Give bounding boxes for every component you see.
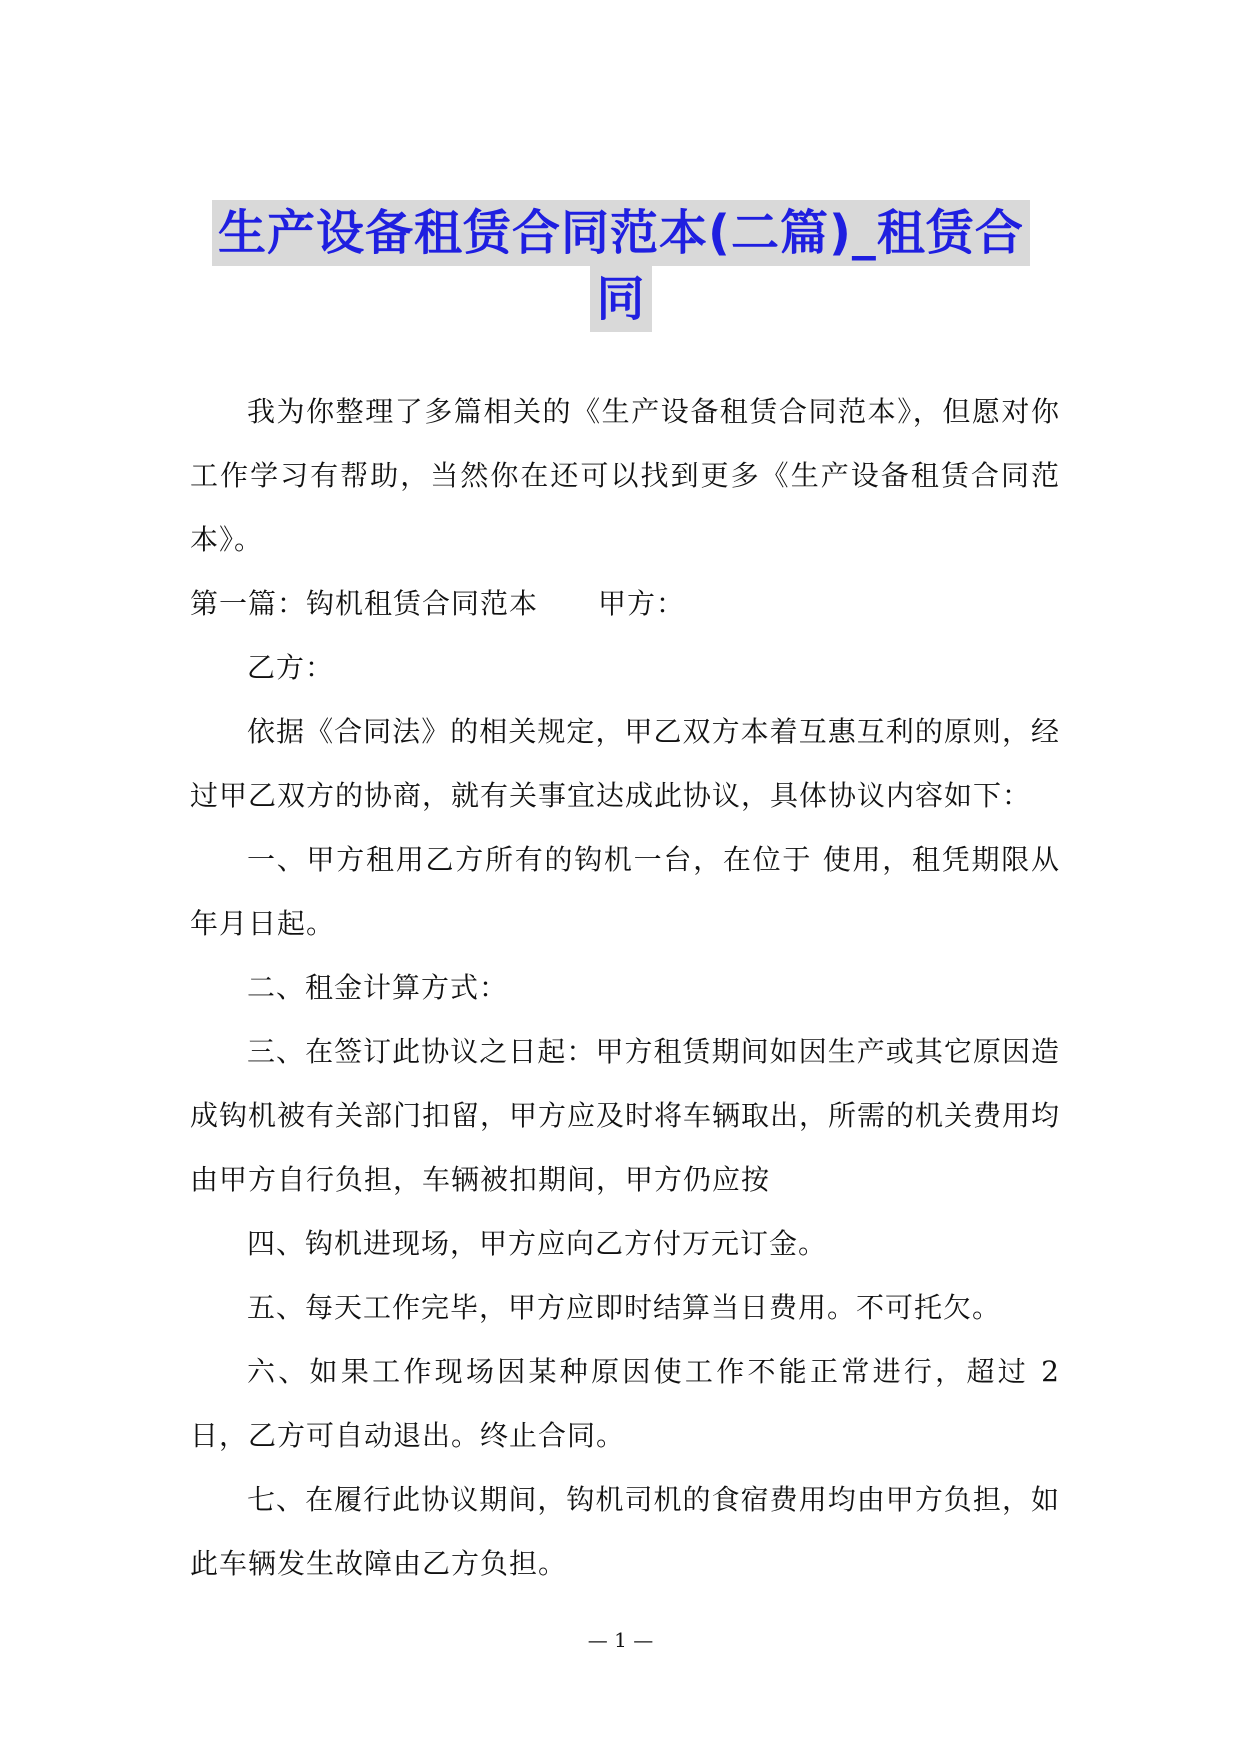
clause-5: 五、每天工作完毕，甲方应即时结算当日费用。不可托欠。 [247,1291,1002,1324]
party-b-label: 乙方： [247,651,335,684]
chapter-heading: 第一篇：钩机租赁合同范本 [190,587,539,620]
document-body [190,380,1060,1596]
page-number: — 1 — [587,1628,654,1652]
clause-6: 六、如果工作现场因某种原因使工作不能正常进行，超过 2 日，乙方可自动退出。终止合同。 [190,1355,1060,1452]
basis-paragraph: 依据《合同法》的相关规定，甲乙双方本着互惠互利的原则，经过甲乙双方的协商，就有关事宜达成此协议，具体协议内容如下： [190,715,1060,812]
chapter-heading-line [190,572,1060,636]
title-line-1: 生产设备租赁合同范本(二篇)_租赁合 [212,200,1030,266]
title-line-2: 同 [590,266,651,332]
clause-2: 二、租金计算方式： [247,971,509,1004]
clause-4: 四、钩机进现场，甲方应向乙方付万元订金。 [247,1227,828,1260]
intro-paragraph: 我为你整理了多篇相关的《生产设备租赁合同范本》，但愿对你工作学习有帮助，当然你在还可以找到更多《生产设备租赁合同范本》。 [190,395,1060,556]
clause-3: 三、在签订此协议之日起：甲方租赁期间如因生产或其它原因造成钩机被有关部门扣留，甲方应及时将车辆取出，所需的机关费用均由甲方自行负担，车辆被扣期间，甲方仍应按 [190,1035,1061,1196]
clause-7: 七、在履行此协议期间，钩机司机的食宿费用均由甲方负担，如此车辆发生故障由乙方负担。 [190,1483,1060,1580]
clause-1: 一、甲方租用乙方所有的钩机一台，在位于 使用，租凭期限从年月日起。 [190,843,1060,940]
party-a-label: 甲方： [598,587,686,620]
document-title [190,200,1052,332]
